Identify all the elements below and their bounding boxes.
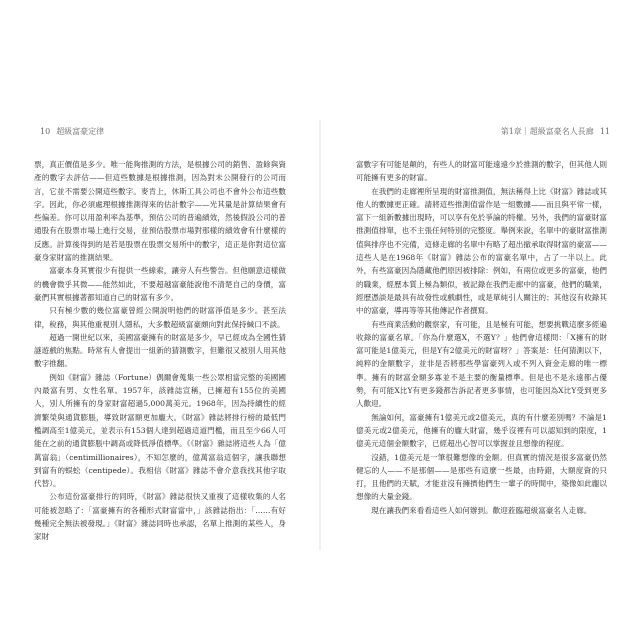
paragraph: 只有極少數的幾位富豪曾經公開說明他們的財富淨值是多少。甚至法律，稅務，與其他重視別人隱私，大多數超級富豪頗向對此保持緘口不談。 [34,306,286,329]
right-page-body [356,158,607,517]
paragraph: 沒錯，1億美元是一筆很難想像的金額。但真實的情況是很多富豪仍然健忘的人——不是那個——是那些有這麼一些最，由時錯，大額度資的只打，且他們的天賦，才能並沒有擁擠他們生一輩子的時間中，築像如此龐以想像的大量金錢。 [356,452,607,502]
paragraph: 現在讓我們來看看這些人如何辦到。歡迎蒞臨超級富豪名人走廊。 [371,505,592,515]
paragraph: 在我們的走廊裡所呈現的財富推測值，無法稱得上比《財富》雜誌或其他人的數據更正確。請將這些推測值當作是一組數據——而且與平常一樣，富下一組新數據出現時，可以享有免於爭論的特權。另外，我們的富豪財富推測值排單，也不主張任何特別的完整度。舉例來說，名單中的豪財富推測值與排序也不完備，這條走廊的名單中有略了超出撤承取得財富的豪富——這些人是在1968年《財富》雜誌公布的富豪名單中，占了一半以上。此外，有些富豪因為隱藏他們原因被排除：例如，有兩位或更多的富豪，他們的職業，經歷本質上極為類似，被記錄在我們走廊中的富豪，他們的職業，經歷憑談是最具有故發性或戲劇性，或是單純引人關注的；其他沒有收錄其中的富豪，導再等等其他傳記作者撰寫。 [356,186,607,316]
paragraph: 公布這份富豪排行的同時，《財富》雜誌很快又重複了這樣收集的人名可能被忽略了：「富豪擁有的各種形式財富當中，」該雜誌指出：「……有好幾種完全無法被發現。」《財富》雜誌同時也承認，名單上推測的某些人，身家財 [34,492,286,542]
left-page-body [34,158,286,544]
left-page-number: 10 [40,127,51,136]
left-running-title: 超級富豪定律 [56,127,105,136]
right-page-number: 11 [599,127,610,136]
paragraph: 無論如何，富豪擁有1億美元或2億美元，真的有什麼差別嗎？不論是1億美元或2億美元，他擁有的龐大財富，幾乎沒裡有可以認知到的限度，1億美元這個金額數字，已經超出心智可以掌握並且想像的程度。 [356,412,607,449]
paragraph: 例如《財富》雜誌（Fortune）偶爾會蒐集一些公眾相當完整的美國國內最富有男、女性名單。1957年，該雜誌宣稱，已擁超有155位的美國人，別人所擁有的身家財富超過5,000萬美元。1968年，因為持續性的經濟繁榮與通貨膨脹，導致財富額更加龐大。《財富》雜誌將排行榜的最低門檻調高至1億美元，並表示有153個人達到超過這道門檻，而且至少66人可能在之前的通貨膨脹中調高或降低淨值標準。《《財富》雜誌將這些人為「億萬富翁」（centimillionaires），不知怎麼的，億萬富翁這個字，讓我聯想到富有的蜈蚣（centipede）。我相信《財富》雜誌不會介意我找其他字取代替）。 [34,372,286,489]
right-running-title: 第1章｜超級富豪名人長廊 [500,127,594,136]
paragraph: 有些商業活動的觀察家，有可能，且是極有可能，想要挑戰這麼多經遍收錄的富豪名單。「你為什麼選X，不選Y？」他們會這樣問：「X擁有的財富可能是1億美元，但是Y有2億美元的財富呀？」答案是：任何猜測以下，純粹的金額數字，並非是否將那些學富豪列入或不列入資金走廊的唯一標準。擁有的財富金額多寡並不是主要的衡量標準。但是也不是永遠都占優勢，有可能X比Y有更多錢都告訴記者更多事情，也可能因為X比Y受到更多人歡迎。 [356,319,607,409]
right-page [320,0,640,640]
left-page-header [34,126,104,137]
paragraph: 富豪本身其實很少有提供一些線索，讓旁人有些警告。但他願意這樣做的機會微乎其微——能然如此，不要超越富豪能說他不清楚自己的身價，富豪們其實根據著都知道自己的財富有多少。 [34,266,286,302]
paragraph: 富數字有可能是顛的，有些人的財富可能遠遠少於推測的數字，但其他人則可能擁有更多的財富。 [356,160,607,183]
paragraph: 票，真正價值是多少。唯一能夠推測的方法，是根據公司的銷售、盈餘與資產的數字去評估——但這些數據是根據推測，因為對未公開發行的公司而言，它並不需要公開這些數字。麥肯上，休斯工具公司也不會外公布這些數字。因此，你必須處理根據推測得來的估計數字——光其量是計算結果會有些偏差。你可以用盈利率為基準，預估公司的普遍績效，然後假設公司的普通股有在股票市場上進行交易，並預估股票市場對那樣的績效會有什麼樣的反應。計算後得到的是若是股票在股票交易所中的數字，這正是你對這位富豪身家財富的推測結果。 [34,160,286,263]
paragraph: 超過一開世紀以來，美國富豪擁有的財富是多少，早已經成為全國性猜謎遊戲的焦點。時常有人會提出一組新的猜測數字，但難很又被別人用其他數字推翻。 [34,332,286,369]
right-page-header [501,126,616,137]
